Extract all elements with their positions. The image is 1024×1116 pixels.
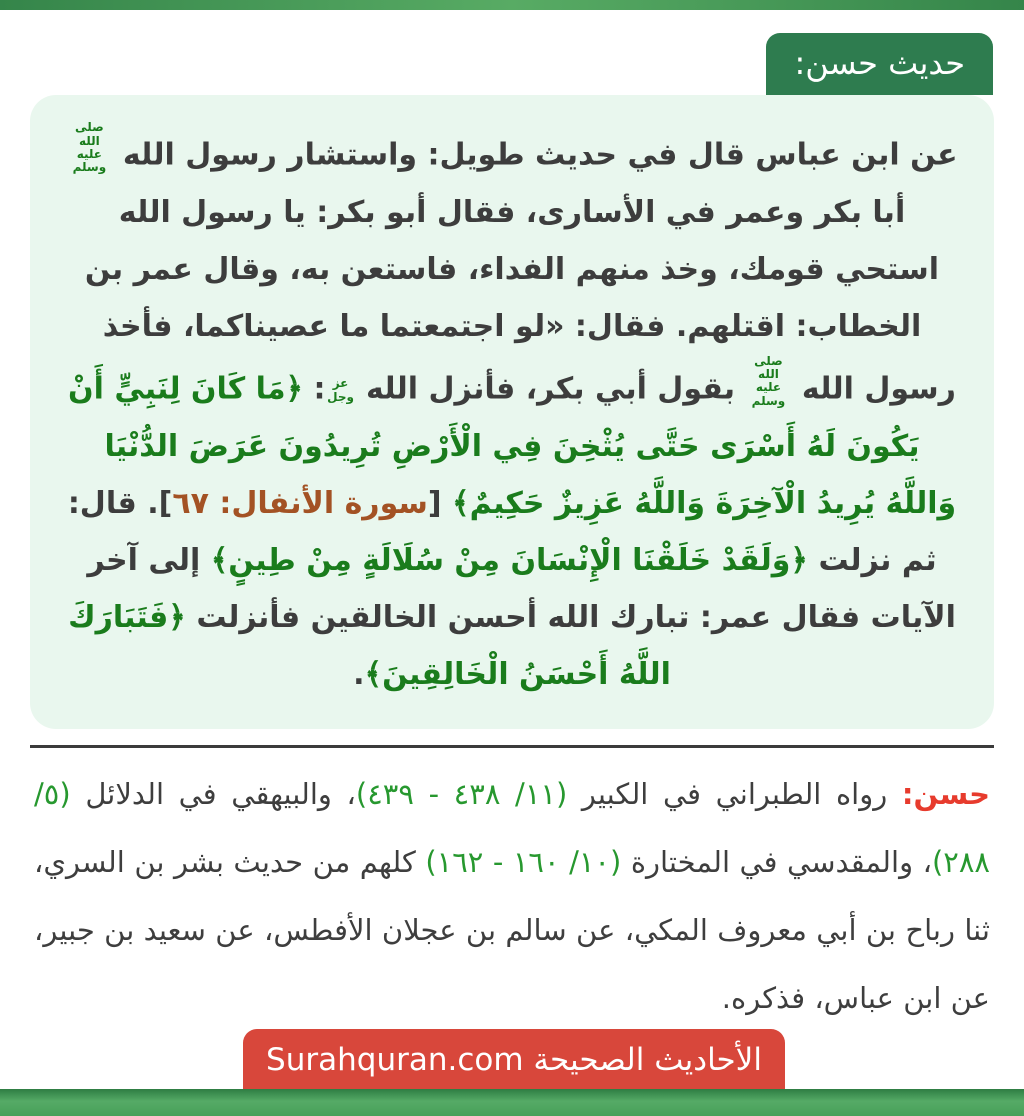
quran-verse-muminun-14: ﴿فَتَبَارَكَ اللَّهُ أَحْسَنُ الْخَالِقِينَ﴾ xyxy=(68,599,671,692)
hadith-segment: أبا بكر وعمر في الأسارى، فقال أبو بكر: يا رسول الله استحي قومك، وخذ منهم الفداء، فاستعن به، وقال عمر بن الخطاب: اقتلهم. فقال: «لو اجتمعتما ما عصيناكما، فأخذ رسول الله xyxy=(84,195,956,407)
citation-dalail-ref: (٥/ ٢٨٨) xyxy=(34,777,990,880)
hadith-segment: : xyxy=(303,371,326,407)
takhrij-segment: رواه الطبراني في الكبير xyxy=(567,777,902,811)
quran-verse-anfal-67: ﴿مَا كَانَ لِنَبِيٍّ أَنْ يَكُونَ لَهُ أَسْرَى حَتَّى يُثْخِنَ فِي الْأَرْضِ تُرِيدُونَ عَرَضَ الدُّنْيَا وَاللَّهُ يُرِيدُ الْآخِرَةَ وَاللَّهُ عَزِيزٌ حَكِيمٌ﴾ xyxy=(68,371,957,521)
hadith-text-box xyxy=(30,95,994,729)
hadith-segment: [ xyxy=(427,485,453,521)
takhrij-segment: ، والمقدسي في المختارة xyxy=(621,845,932,880)
hadith-text xyxy=(66,121,958,702)
hadith-segment: . xyxy=(353,656,365,692)
hadith-segment: ]. قال: ثم نزلت xyxy=(67,485,937,578)
citation-mukhtara-ref: (١٠/ ١٦٠ - ١٦٢) xyxy=(425,845,622,880)
hadith-segment: بقول أبي بكر، فأنزل الله xyxy=(355,371,746,407)
section-divider xyxy=(30,745,994,748)
bottom-decorative-bar xyxy=(0,1089,1024,1116)
takhrij-segment: ، والبيهقي في الدلائل xyxy=(70,777,356,811)
site-link-badge[interactable]: الأحاديث الصحيحة Surahquran.com xyxy=(243,1029,785,1090)
takhrij-paragraph xyxy=(34,760,990,1033)
takhrij-segment: كلهم من حديث بشر بن السري، ثنا رباح بن أبي معروف المكي، عن سالم بن عجلان الأفطس، عن سعيد بن جبير، عن ابن عباس، فذكره. xyxy=(34,845,990,1016)
hadith-segment: عن ابن عباس قال في حديث طويل: واستشار رسول الله xyxy=(112,138,958,173)
quran-verse-muminun-12: ﴿وَلَقَدْ خَلَقْنَا الْإِنْسَانَ مِنْ سُلَالَةٍ مِنْ طِينٍ﴾ xyxy=(210,542,808,578)
surah-reference: سورة الأنفال: ٦٧ xyxy=(172,485,428,521)
salla-allahu-alayhi-wa-sallam-honorific: صلى الله عليه وسلم xyxy=(72,120,107,174)
azza-wa-jall-honorific: عز وجل xyxy=(327,376,354,404)
grade-label: حسن: xyxy=(901,777,990,811)
salla-allahu-alayhi-wa-sallam-honorific: صلى الله عليه وسلم xyxy=(751,354,786,408)
top-decorative-bar xyxy=(0,0,1024,10)
hadith-grade-badge: حديث حسن: xyxy=(766,33,993,95)
hadith-segment: إلى آخر الآيات فقال عمر: تبارك الله أحسن الخالقين فأنزلت xyxy=(87,542,956,635)
citation-tabarani-ref: (١١/ ٤٣٨ - ٤٣٩) xyxy=(355,777,568,811)
